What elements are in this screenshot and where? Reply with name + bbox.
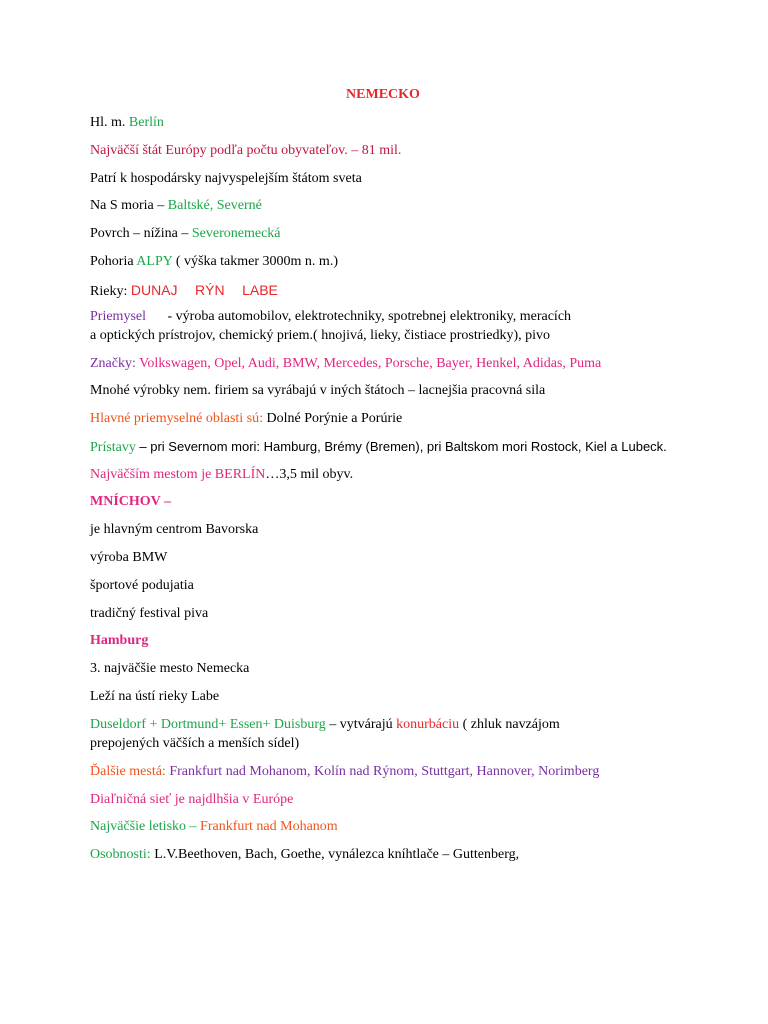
- airport-label: Najväčšie letisko –: [90, 819, 197, 834]
- industry-label: Priemysel: [90, 309, 146, 324]
- ports-label: Prístavy: [90, 440, 136, 455]
- other-cities-line: [90, 763, 676, 781]
- persons-label: Osobnosti:: [90, 847, 151, 862]
- conurbation-term: konurbáciu: [396, 717, 460, 732]
- conurbation-cities: Duseldorf + Dortmund+ Essen+ Duisburg: [90, 717, 326, 732]
- river-danube: DUNAJ: [130, 282, 178, 298]
- industrial-areas-line: [90, 410, 676, 428]
- largest-state-line: Najväčší štát Európy podľa počtu obyvateľov. – 81 mil.: [90, 143, 402, 158]
- brands-label: Značky:: [90, 356, 136, 371]
- largest-city-line: [90, 466, 676, 484]
- rivers-label: Rieky:: [90, 284, 128, 299]
- seas-value: Baltské, Severné: [167, 198, 262, 213]
- surface-label: Povrch – nížina –: [90, 226, 189, 241]
- conurbation-line-1: [90, 716, 676, 734]
- seas-label: Na S moria –: [90, 198, 165, 213]
- capital-value: Berlín: [128, 115, 164, 130]
- munich-item-3: športové podujatia: [90, 578, 194, 593]
- conurbation-mid: – vytvárajú: [329, 717, 393, 732]
- conurbation-line-2: prepojených väčších a menších sídel): [90, 736, 300, 751]
- industrial-areas-value: Dolné Porýnie a Porúrie: [266, 411, 403, 426]
- brands-line: [90, 355, 676, 373]
- hamburg-item-2: Leží na ústí rieky Labe: [90, 689, 220, 704]
- brands-value: Volkswagen, Opel, Audi, BMW, Mercedes, Porsche, Bayer, Henkel, Adidas, Puma: [139, 356, 602, 371]
- river-rhine: RÝN: [195, 282, 225, 298]
- other-cities-value: Frankfurt nad Mohanom, Kolín nad Rýnom, Stuttgart, Hannover, Norimberg: [169, 764, 600, 779]
- page-title: NEMECKO: [346, 87, 420, 102]
- munich-item-2: výroba BMW: [90, 550, 168, 565]
- surface-value: Severonemecká: [191, 226, 281, 241]
- hamburg-heading: Hamburg: [90, 633, 149, 648]
- ports-value: – pri Severnom mori: Hamburg, Brémy (Bremen), pri Baltskom mori Rostock, Kiel a Lubeck.: [139, 439, 667, 454]
- highway-line: Diaľničná sieť je najdlhšia v Európe: [90, 792, 294, 807]
- surface-line: [90, 225, 676, 243]
- rivers-line: [90, 281, 676, 301]
- munich-item-4: tradičný festival piva: [90, 606, 209, 621]
- hamburg-item-1: 3. najväčšie mesto Nemecka: [90, 661, 250, 676]
- industrial-areas-label: Hlavné priemyselné oblasti sú:: [90, 411, 264, 426]
- seas-line: [90, 197, 676, 215]
- persons-line: [90, 846, 676, 864]
- capital-label: Hl. m.: [90, 115, 126, 130]
- largest-city-value: …3,5 mil obyv.: [265, 467, 354, 482]
- mountains-value: ALPY: [136, 254, 173, 269]
- river-elbe: LABE: [242, 282, 278, 298]
- industry-line-2: a optických prístrojov, chemický priem.( hnojivá, lieky, čistiace prostriedky), pivo: [90, 328, 551, 343]
- other-cities-label: Ďalšie mestá:: [90, 764, 166, 779]
- mountains-line: [90, 253, 676, 271]
- persons-value: L.V.Beethoven, Bach, Goethe, vynálezca kníhtlače – Guttenberg,: [154, 847, 520, 862]
- mountains-label: Pohoria: [90, 254, 134, 269]
- munich-item-1: je hlavným centrom Bavorska: [90, 522, 259, 537]
- airport-line: [90, 818, 676, 836]
- mountains-note: ( výška takmer 3000m n. m.): [175, 254, 338, 269]
- munich-heading: MNÍCHOV –: [90, 494, 172, 509]
- economy-line: Patrí k hospodársky najvyspelejším štátom sveta: [90, 171, 362, 186]
- largest-city-label: Najväčším mestom je BERLÍN: [90, 467, 266, 482]
- industry-line-1: [90, 308, 676, 326]
- ports-line: [90, 438, 676, 457]
- production-abroad-line: Mnohé výrobky nem. firiem sa vyrábajú v iných štátoch – lacnejšia pracovná sila: [90, 383, 546, 398]
- industry-text-1: - výroba automobilov, elektrotechniky, spotrebnej elektroniky, meracích: [167, 309, 572, 324]
- capital-line: [90, 114, 676, 132]
- conurbation-rest: ( zhluk navzájom: [462, 717, 560, 732]
- airport-value: Frankfurt nad Mohanom: [200, 819, 338, 834]
